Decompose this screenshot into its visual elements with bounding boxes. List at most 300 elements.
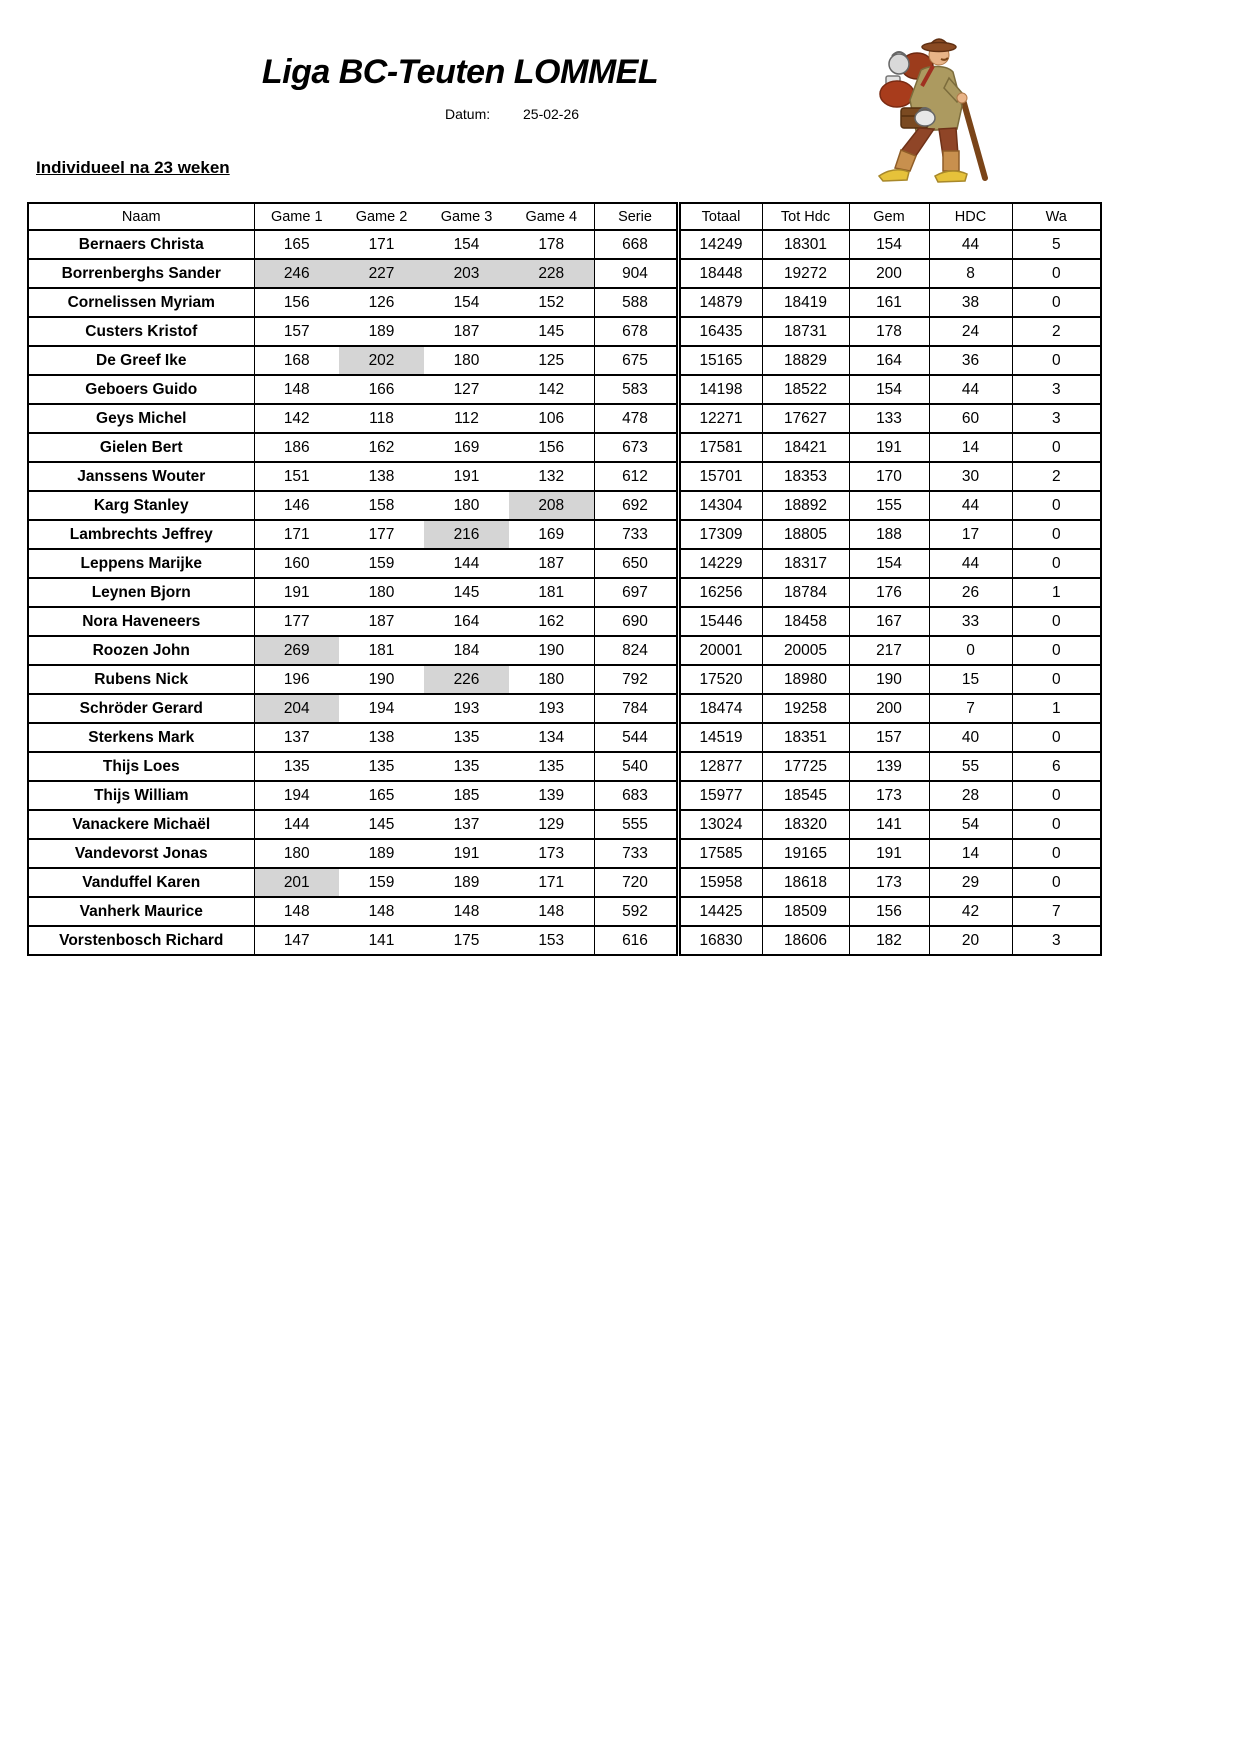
hdc-cell: 44 bbox=[929, 491, 1012, 520]
table-row bbox=[28, 491, 1101, 520]
totaal-cell: 17520 bbox=[678, 665, 762, 694]
player-name-cell: Vanackere Michaël bbox=[28, 810, 254, 839]
column-header-game-3: Game 3 bbox=[424, 203, 509, 230]
wa-cell: 0 bbox=[1012, 665, 1101, 694]
game3-score-cell: 226 bbox=[424, 665, 509, 694]
game3-score-cell: 185 bbox=[424, 781, 509, 810]
game1-score-cell: 204 bbox=[254, 694, 339, 723]
game1-score-cell: 177 bbox=[254, 607, 339, 636]
hdc-cell: 26 bbox=[929, 578, 1012, 607]
player-name-cell: Vorstenbosch Richard bbox=[28, 926, 254, 955]
serie-cell: 690 bbox=[594, 607, 678, 636]
player-name-cell: Schröder Gerard bbox=[28, 694, 254, 723]
header-row bbox=[28, 203, 1101, 230]
game1-score-cell: 246 bbox=[254, 259, 339, 288]
wa-cell: 0 bbox=[1012, 259, 1101, 288]
game2-score-cell: 166 bbox=[339, 375, 424, 404]
game4-score-cell: 148 bbox=[509, 897, 594, 926]
game3-score-cell: 193 bbox=[424, 694, 509, 723]
tot-hdc-cell: 18892 bbox=[762, 491, 849, 520]
wa-cell: 0 bbox=[1012, 839, 1101, 868]
serie-cell: 555 bbox=[594, 810, 678, 839]
tot-hdc-cell: 18980 bbox=[762, 665, 849, 694]
table-row bbox=[28, 607, 1101, 636]
player-name-cell: Lambrechts Jeffrey bbox=[28, 520, 254, 549]
wa-cell: 0 bbox=[1012, 868, 1101, 897]
gem-cell: 161 bbox=[849, 288, 929, 317]
page-title: Liga BC-Teuten LOMMEL bbox=[261, 53, 659, 91]
player-name-cell: Thijs William bbox=[28, 781, 254, 810]
gem-cell: 182 bbox=[849, 926, 929, 955]
wa-cell: 3 bbox=[1012, 375, 1101, 404]
column-header-naam: Naam bbox=[28, 203, 254, 230]
serie-cell: 697 bbox=[594, 578, 678, 607]
totaal-cell: 12877 bbox=[678, 752, 762, 781]
game1-score-cell: 151 bbox=[254, 462, 339, 491]
game4-score-cell: 190 bbox=[509, 636, 594, 665]
totaal-cell: 18448 bbox=[678, 259, 762, 288]
gem-cell: 156 bbox=[849, 897, 929, 926]
game1-score-cell: 269 bbox=[254, 636, 339, 665]
totaal-cell: 14304 bbox=[678, 491, 762, 520]
table-row bbox=[28, 868, 1101, 897]
player-name-cell: Vanherk Maurice bbox=[28, 897, 254, 926]
game4-score-cell: 162 bbox=[509, 607, 594, 636]
game2-score-cell: 145 bbox=[339, 810, 424, 839]
gem-cell: 176 bbox=[849, 578, 929, 607]
table-row bbox=[28, 288, 1101, 317]
tot-hdc-cell: 18421 bbox=[762, 433, 849, 462]
tot-hdc-cell: 18419 bbox=[762, 288, 849, 317]
game3-score-cell: 189 bbox=[424, 868, 509, 897]
gem-cell: 191 bbox=[849, 433, 929, 462]
table-row bbox=[28, 723, 1101, 752]
wa-cell: 0 bbox=[1012, 491, 1101, 520]
hdc-cell: 44 bbox=[929, 549, 1012, 578]
game1-score-cell: 180 bbox=[254, 839, 339, 868]
player-name-cell: Borrenberghs Sander bbox=[28, 259, 254, 288]
gem-cell: 164 bbox=[849, 346, 929, 375]
game2-score-cell: 190 bbox=[339, 665, 424, 694]
hdc-cell: 54 bbox=[929, 810, 1012, 839]
game1-score-cell: 148 bbox=[254, 375, 339, 404]
totaal-cell: 14879 bbox=[678, 288, 762, 317]
hdc-cell: 17 bbox=[929, 520, 1012, 549]
gem-cell: 133 bbox=[849, 404, 929, 433]
game2-score-cell: 126 bbox=[339, 288, 424, 317]
game3-score-cell: 203 bbox=[424, 259, 509, 288]
player-name-cell: Leynen Bjorn bbox=[28, 578, 254, 607]
player-name-cell: Rubens Nick bbox=[28, 665, 254, 694]
serie-cell: 678 bbox=[594, 317, 678, 346]
game3-score-cell: 169 bbox=[424, 433, 509, 462]
player-name-cell: Nora Haveneers bbox=[28, 607, 254, 636]
column-header-gem: Gem bbox=[849, 203, 929, 230]
table-row bbox=[28, 665, 1101, 694]
hdc-cell: 29 bbox=[929, 868, 1012, 897]
game4-score-cell: 132 bbox=[509, 462, 594, 491]
table-row bbox=[28, 317, 1101, 346]
game4-score-cell: 181 bbox=[509, 578, 594, 607]
hdc-cell: 36 bbox=[929, 346, 1012, 375]
wa-cell: 1 bbox=[1012, 578, 1101, 607]
results-table bbox=[27, 202, 1102, 956]
wa-cell: 0 bbox=[1012, 723, 1101, 752]
gem-cell: 173 bbox=[849, 868, 929, 897]
game3-score-cell: 144 bbox=[424, 549, 509, 578]
table-row bbox=[28, 781, 1101, 810]
totaal-cell: 12271 bbox=[678, 404, 762, 433]
table-row bbox=[28, 810, 1101, 839]
game3-score-cell: 184 bbox=[424, 636, 509, 665]
gem-cell: 141 bbox=[849, 810, 929, 839]
column-header-serie: Serie bbox=[594, 203, 678, 230]
player-name-cell: Bernaers Christa bbox=[28, 230, 254, 259]
game3-score-cell: 135 bbox=[424, 752, 509, 781]
gem-cell: 173 bbox=[849, 781, 929, 810]
game3-score-cell: 148 bbox=[424, 897, 509, 926]
game3-score-cell: 112 bbox=[424, 404, 509, 433]
game2-score-cell: 180 bbox=[339, 578, 424, 607]
player-name-cell: De Greef Ike bbox=[28, 346, 254, 375]
game2-score-cell: 227 bbox=[339, 259, 424, 288]
game2-score-cell: 162 bbox=[339, 433, 424, 462]
table-row bbox=[28, 520, 1101, 549]
game3-score-cell: 175 bbox=[424, 926, 509, 955]
totaal-cell: 15701 bbox=[678, 462, 762, 491]
totaal-cell: 14229 bbox=[678, 549, 762, 578]
hdc-cell: 20 bbox=[929, 926, 1012, 955]
column-header-totaal: Totaal bbox=[678, 203, 762, 230]
hdc-cell: 7 bbox=[929, 694, 1012, 723]
game4-score-cell: 171 bbox=[509, 868, 594, 897]
totaal-cell: 17581 bbox=[678, 433, 762, 462]
table-row bbox=[28, 897, 1101, 926]
hdc-cell: 33 bbox=[929, 607, 1012, 636]
game1-score-cell: 146 bbox=[254, 491, 339, 520]
serie-cell: 824 bbox=[594, 636, 678, 665]
totaal-cell: 14425 bbox=[678, 897, 762, 926]
gem-cell: 154 bbox=[849, 230, 929, 259]
gem-cell: 217 bbox=[849, 636, 929, 665]
game1-score-cell: 196 bbox=[254, 665, 339, 694]
gem-cell: 157 bbox=[849, 723, 929, 752]
game2-score-cell: 165 bbox=[339, 781, 424, 810]
game2-score-cell: 181 bbox=[339, 636, 424, 665]
hdc-cell: 44 bbox=[929, 375, 1012, 404]
game2-score-cell: 135 bbox=[339, 752, 424, 781]
tot-hdc-cell: 18353 bbox=[762, 462, 849, 491]
serie-cell: 588 bbox=[594, 288, 678, 317]
game1-score-cell: 147 bbox=[254, 926, 339, 955]
player-name-cell: Vanduffel Karen bbox=[28, 868, 254, 897]
hdc-cell: 0 bbox=[929, 636, 1012, 665]
column-header-game-1: Game 1 bbox=[254, 203, 339, 230]
player-name-cell: Janssens Wouter bbox=[28, 462, 254, 491]
game1-score-cell: 171 bbox=[254, 520, 339, 549]
hdc-cell: 15 bbox=[929, 665, 1012, 694]
totaal-cell: 16435 bbox=[678, 317, 762, 346]
player-name-cell: Sterkens Mark bbox=[28, 723, 254, 752]
totaal-cell: 15446 bbox=[678, 607, 762, 636]
game3-score-cell: 216 bbox=[424, 520, 509, 549]
game2-score-cell: 159 bbox=[339, 868, 424, 897]
wa-cell: 1 bbox=[1012, 694, 1101, 723]
serie-cell: 904 bbox=[594, 259, 678, 288]
game4-score-cell: 156 bbox=[509, 433, 594, 462]
game3-score-cell: 180 bbox=[424, 346, 509, 375]
table-row bbox=[28, 578, 1101, 607]
game1-score-cell: 144 bbox=[254, 810, 339, 839]
serie-cell: 692 bbox=[594, 491, 678, 520]
tot-hdc-cell: 18618 bbox=[762, 868, 849, 897]
game3-score-cell: 127 bbox=[424, 375, 509, 404]
game3-score-cell: 180 bbox=[424, 491, 509, 520]
table-row bbox=[28, 839, 1101, 868]
totaal-cell: 13024 bbox=[678, 810, 762, 839]
totaal-cell: 14249 bbox=[678, 230, 762, 259]
game1-score-cell: 201 bbox=[254, 868, 339, 897]
player-name-cell: Leppens Marijke bbox=[28, 549, 254, 578]
game3-score-cell: 191 bbox=[424, 839, 509, 868]
gem-cell: 139 bbox=[849, 752, 929, 781]
game4-score-cell: 135 bbox=[509, 752, 594, 781]
column-header-wa: Wa bbox=[1012, 203, 1101, 230]
wa-cell: 3 bbox=[1012, 404, 1101, 433]
game2-score-cell: 158 bbox=[339, 491, 424, 520]
wa-cell: 0 bbox=[1012, 810, 1101, 839]
wa-cell: 0 bbox=[1012, 549, 1101, 578]
gem-cell: 191 bbox=[849, 839, 929, 868]
tot-hdc-cell: 17627 bbox=[762, 404, 849, 433]
tot-hdc-cell: 20005 bbox=[762, 636, 849, 665]
serie-cell: 668 bbox=[594, 230, 678, 259]
player-name-cell: Geboers Guido bbox=[28, 375, 254, 404]
hdc-cell: 14 bbox=[929, 839, 1012, 868]
player-name-cell: Vandevorst Jonas bbox=[28, 839, 254, 868]
totaal-cell: 16256 bbox=[678, 578, 762, 607]
game2-score-cell: 189 bbox=[339, 839, 424, 868]
game1-score-cell: 168 bbox=[254, 346, 339, 375]
game3-score-cell: 135 bbox=[424, 723, 509, 752]
game1-score-cell: 191 bbox=[254, 578, 339, 607]
game4-score-cell: 152 bbox=[509, 288, 594, 317]
game2-score-cell: 202 bbox=[339, 346, 424, 375]
gem-cell: 178 bbox=[849, 317, 929, 346]
game4-score-cell: 169 bbox=[509, 520, 594, 549]
game2-score-cell: 141 bbox=[339, 926, 424, 955]
tot-hdc-cell: 18829 bbox=[762, 346, 849, 375]
gem-cell: 154 bbox=[849, 549, 929, 578]
wa-cell: 5 bbox=[1012, 230, 1101, 259]
game2-score-cell: 159 bbox=[339, 549, 424, 578]
game1-score-cell: 135 bbox=[254, 752, 339, 781]
game2-score-cell: 194 bbox=[339, 694, 424, 723]
table-row bbox=[28, 404, 1101, 433]
game4-score-cell: 180 bbox=[509, 665, 594, 694]
wa-cell: 0 bbox=[1012, 346, 1101, 375]
table-row bbox=[28, 549, 1101, 578]
wa-cell: 2 bbox=[1012, 462, 1101, 491]
player-name-cell: Custers Kristof bbox=[28, 317, 254, 346]
table-row bbox=[28, 752, 1101, 781]
serie-cell: 544 bbox=[594, 723, 678, 752]
hdc-cell: 55 bbox=[929, 752, 1012, 781]
gem-cell: 154 bbox=[849, 375, 929, 404]
table-row bbox=[28, 346, 1101, 375]
game1-score-cell: 186 bbox=[254, 433, 339, 462]
tot-hdc-cell: 17725 bbox=[762, 752, 849, 781]
serie-cell: 583 bbox=[594, 375, 678, 404]
totaal-cell: 16830 bbox=[678, 926, 762, 955]
player-name-cell: Karg Stanley bbox=[28, 491, 254, 520]
serie-cell: 673 bbox=[594, 433, 678, 462]
game4-score-cell: 228 bbox=[509, 259, 594, 288]
game4-score-cell: 142 bbox=[509, 375, 594, 404]
hdc-cell: 44 bbox=[929, 230, 1012, 259]
game1-score-cell: 156 bbox=[254, 288, 339, 317]
column-header-game-2: Game 2 bbox=[339, 203, 424, 230]
hdc-cell: 38 bbox=[929, 288, 1012, 317]
gem-cell: 188 bbox=[849, 520, 929, 549]
serie-cell: 733 bbox=[594, 839, 678, 868]
game4-score-cell: 187 bbox=[509, 549, 594, 578]
game2-score-cell: 118 bbox=[339, 404, 424, 433]
page-subtitle: Individueel na 23 weken bbox=[36, 158, 230, 177]
tot-hdc-cell: 18805 bbox=[762, 520, 849, 549]
table-row bbox=[28, 230, 1101, 259]
gem-cell: 167 bbox=[849, 607, 929, 636]
totaal-cell: 14198 bbox=[678, 375, 762, 404]
totaal-cell: 14519 bbox=[678, 723, 762, 752]
hdc-cell: 24 bbox=[929, 317, 1012, 346]
totaal-cell: 15977 bbox=[678, 781, 762, 810]
totaal-cell: 17309 bbox=[678, 520, 762, 549]
date-value: 25-02-26 bbox=[523, 106, 580, 122]
serie-cell: 478 bbox=[594, 404, 678, 433]
game2-score-cell: 187 bbox=[339, 607, 424, 636]
game3-score-cell: 154 bbox=[424, 230, 509, 259]
tot-hdc-cell: 18784 bbox=[762, 578, 849, 607]
gem-cell: 190 bbox=[849, 665, 929, 694]
game3-score-cell: 191 bbox=[424, 462, 509, 491]
table-row bbox=[28, 694, 1101, 723]
player-name-cell: Geys Michel bbox=[28, 404, 254, 433]
table-row bbox=[28, 375, 1101, 404]
teuten-peddler-icon bbox=[858, 28, 1010, 188]
tot-hdc-cell: 18301 bbox=[762, 230, 849, 259]
totaal-cell: 15958 bbox=[678, 868, 762, 897]
game4-score-cell: 208 bbox=[509, 491, 594, 520]
wa-cell: 6 bbox=[1012, 752, 1101, 781]
tot-hdc-cell: 18509 bbox=[762, 897, 849, 926]
tot-hdc-cell: 19165 bbox=[762, 839, 849, 868]
table-row bbox=[28, 926, 1101, 955]
game1-score-cell: 165 bbox=[254, 230, 339, 259]
gem-cell: 200 bbox=[849, 259, 929, 288]
serie-cell: 733 bbox=[594, 520, 678, 549]
table-row bbox=[28, 259, 1101, 288]
table-body bbox=[28, 230, 1101, 955]
hdc-cell: 40 bbox=[929, 723, 1012, 752]
game1-score-cell: 157 bbox=[254, 317, 339, 346]
player-name-cell: Gielen Bert bbox=[28, 433, 254, 462]
hdc-cell: 28 bbox=[929, 781, 1012, 810]
game4-score-cell: 178 bbox=[509, 230, 594, 259]
wa-cell: 0 bbox=[1012, 288, 1101, 317]
game4-score-cell: 106 bbox=[509, 404, 594, 433]
totaal-cell: 15165 bbox=[678, 346, 762, 375]
wa-cell: 2 bbox=[1012, 317, 1101, 346]
tot-hdc-cell: 18320 bbox=[762, 810, 849, 839]
game2-score-cell: 189 bbox=[339, 317, 424, 346]
serie-cell: 616 bbox=[594, 926, 678, 955]
wa-cell: 0 bbox=[1012, 607, 1101, 636]
hdc-cell: 14 bbox=[929, 433, 1012, 462]
game1-score-cell: 194 bbox=[254, 781, 339, 810]
game4-score-cell: 139 bbox=[509, 781, 594, 810]
game3-score-cell: 187 bbox=[424, 317, 509, 346]
serie-cell: 650 bbox=[594, 549, 678, 578]
tot-hdc-cell: 18545 bbox=[762, 781, 849, 810]
serie-cell: 675 bbox=[594, 346, 678, 375]
serie-cell: 784 bbox=[594, 694, 678, 723]
table-row bbox=[28, 433, 1101, 462]
player-name-cell: Cornelissen Myriam bbox=[28, 288, 254, 317]
gem-cell: 200 bbox=[849, 694, 929, 723]
game3-score-cell: 154 bbox=[424, 288, 509, 317]
serie-cell: 683 bbox=[594, 781, 678, 810]
game4-score-cell: 145 bbox=[509, 317, 594, 346]
game3-score-cell: 145 bbox=[424, 578, 509, 607]
hdc-cell: 30 bbox=[929, 462, 1012, 491]
teuten-peddler-logo bbox=[858, 28, 1010, 188]
game4-score-cell: 129 bbox=[509, 810, 594, 839]
serie-cell: 612 bbox=[594, 462, 678, 491]
serie-cell: 592 bbox=[594, 897, 678, 926]
wa-cell: 0 bbox=[1012, 636, 1101, 665]
game4-score-cell: 134 bbox=[509, 723, 594, 752]
tot-hdc-cell: 18317 bbox=[762, 549, 849, 578]
game3-score-cell: 137 bbox=[424, 810, 509, 839]
game1-score-cell: 148 bbox=[254, 897, 339, 926]
tot-hdc-cell: 18458 bbox=[762, 607, 849, 636]
tot-hdc-cell: 18731 bbox=[762, 317, 849, 346]
wa-cell: 0 bbox=[1012, 433, 1101, 462]
table-row bbox=[28, 636, 1101, 665]
serie-cell: 720 bbox=[594, 868, 678, 897]
column-header-tot-hdc: Tot Hdc bbox=[762, 203, 849, 230]
game4-score-cell: 193 bbox=[509, 694, 594, 723]
game1-score-cell: 160 bbox=[254, 549, 339, 578]
gem-cell: 155 bbox=[849, 491, 929, 520]
tot-hdc-cell: 19272 bbox=[762, 259, 849, 288]
table-header bbox=[28, 203, 1101, 230]
game1-score-cell: 142 bbox=[254, 404, 339, 433]
date-label: Datum: bbox=[445, 106, 491, 122]
player-name-cell: Roozen John bbox=[28, 636, 254, 665]
hdc-cell: 8 bbox=[929, 259, 1012, 288]
hdc-cell: 60 bbox=[929, 404, 1012, 433]
wa-cell: 0 bbox=[1012, 520, 1101, 549]
totaal-cell: 20001 bbox=[678, 636, 762, 665]
game4-score-cell: 125 bbox=[509, 346, 594, 375]
tot-hdc-cell: 18606 bbox=[762, 926, 849, 955]
game2-score-cell: 171 bbox=[339, 230, 424, 259]
column-header-hdc: HDC bbox=[929, 203, 1012, 230]
gem-cell: 170 bbox=[849, 462, 929, 491]
player-name-cell: Thijs Loes bbox=[28, 752, 254, 781]
